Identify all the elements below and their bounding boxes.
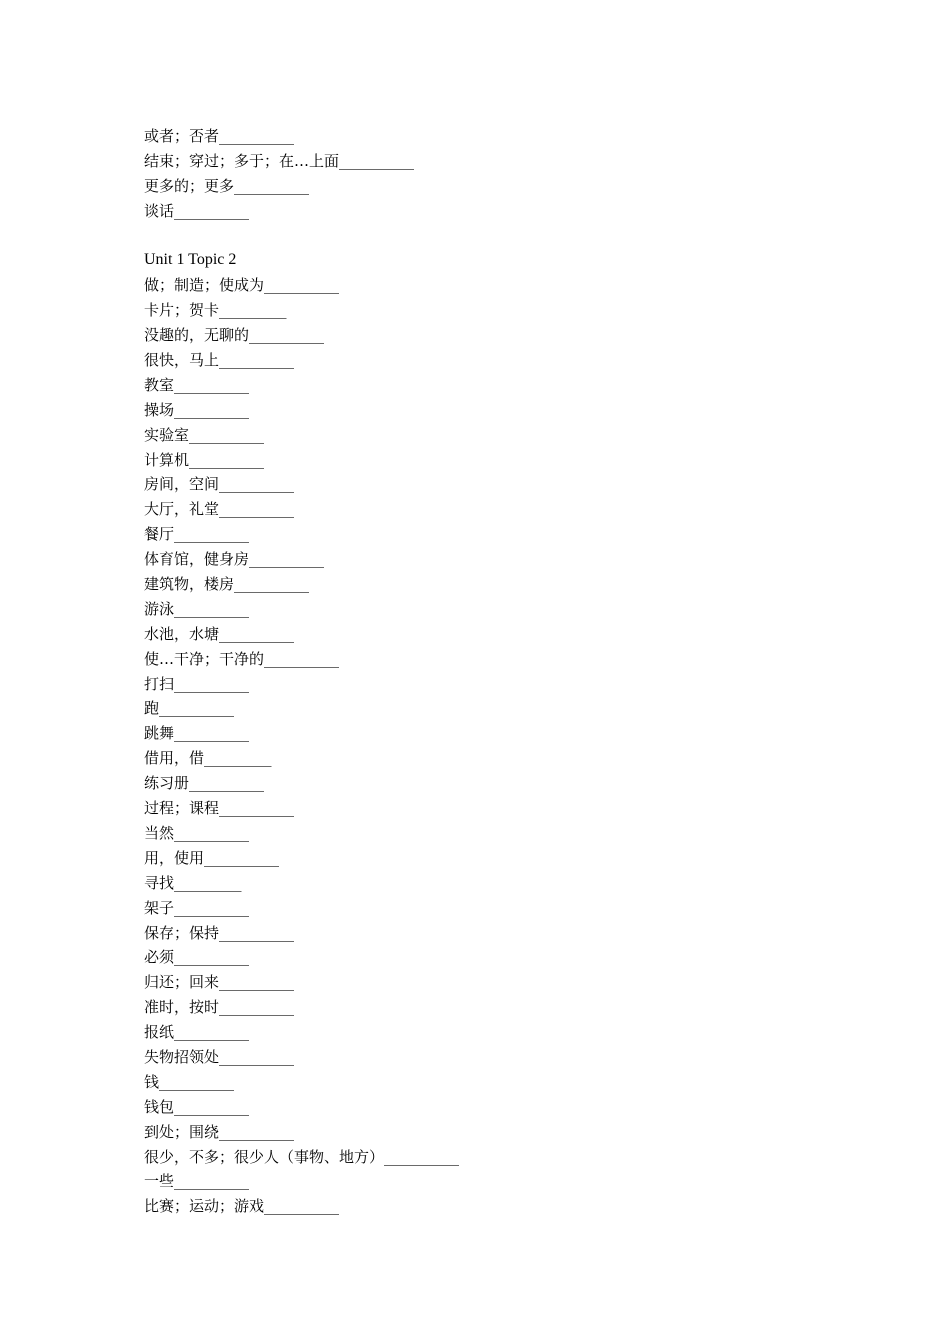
vocab-line: 谈话__________ <box>144 201 250 220</box>
vocab-line: 没趣的，无聊的__________ <box>144 326 325 345</box>
vocab-line: 跑__________ <box>144 699 235 718</box>
vocab-line: 水池，水塘__________ <box>144 624 295 643</box>
vocab-line: 跳舞__________ <box>144 724 250 743</box>
blank-line <box>144 224 844 249</box>
vocab-line: 房间，空间__________ <box>144 475 295 494</box>
vocab-line: 操场__________ <box>144 400 250 419</box>
vocab-line: 体育馆，健身房__________ <box>144 550 325 569</box>
vocab-line: 练习册__________ <box>144 774 265 793</box>
vocab-line: 计算机__________ <box>144 450 265 469</box>
vocab-line: 比赛；运动；游戏__________ <box>144 1197 340 1216</box>
vocab-line: 必须__________ <box>144 948 250 967</box>
vocab-line: 当然__________ <box>144 823 250 842</box>
vocab-line: 更多的；更多__________ <box>144 176 310 195</box>
vocab-line: 报纸__________ <box>144 1023 250 1042</box>
vocab-line: 准时，按时__________ <box>144 998 295 1017</box>
section-heading: Unit 1 Topic 2 <box>144 251 237 269</box>
vocab-line: 实验室__________ <box>144 425 265 444</box>
vocab-line: 过程；课程__________ <box>144 799 295 818</box>
vocab-line: 借用，借_________ <box>144 749 272 768</box>
vocab-line: 架子__________ <box>144 898 250 917</box>
vocab-line: 失物招领处__________ <box>144 1047 295 1066</box>
vocab-line: 卡片；贺卡_________ <box>144 301 287 320</box>
vocab-line: 保存；保持__________ <box>144 923 295 942</box>
vocab-line: 用，使用__________ <box>144 848 280 867</box>
vocab-line: 一些__________ <box>144 1172 250 1191</box>
vocab-line: 建筑物，楼房__________ <box>144 575 310 594</box>
vocab-line: 大厅，礼堂__________ <box>144 500 295 519</box>
vocab-line: 结束；穿过；多于；在…上面__________ <box>144 151 415 170</box>
vocab-line: 很快，马上__________ <box>144 351 295 370</box>
vocab-line: 打扫__________ <box>144 674 250 693</box>
vocab-line: 钱__________ <box>144 1072 235 1091</box>
document-page <box>144 124 844 1219</box>
vocab-line: 寻找_________ <box>144 873 242 892</box>
vocab-line: 归还；回来__________ <box>144 973 295 992</box>
vocab-line: 餐厅__________ <box>144 525 250 544</box>
vocab-line: 游泳__________ <box>144 599 250 618</box>
vocab-line: 钱包__________ <box>144 1097 250 1116</box>
vocab-line: 教室__________ <box>144 375 250 394</box>
vocab-line: 到处；围绕__________ <box>144 1122 295 1141</box>
vocab-line: 或者；否者__________ <box>144 127 295 145</box>
vocab-line: 很少，不多；很少人（事物、地方）__________ <box>144 1147 460 1166</box>
vocab-line: 使…干净；干净的__________ <box>144 649 340 668</box>
vocab-line: 做；制造；使成为__________ <box>144 276 340 295</box>
